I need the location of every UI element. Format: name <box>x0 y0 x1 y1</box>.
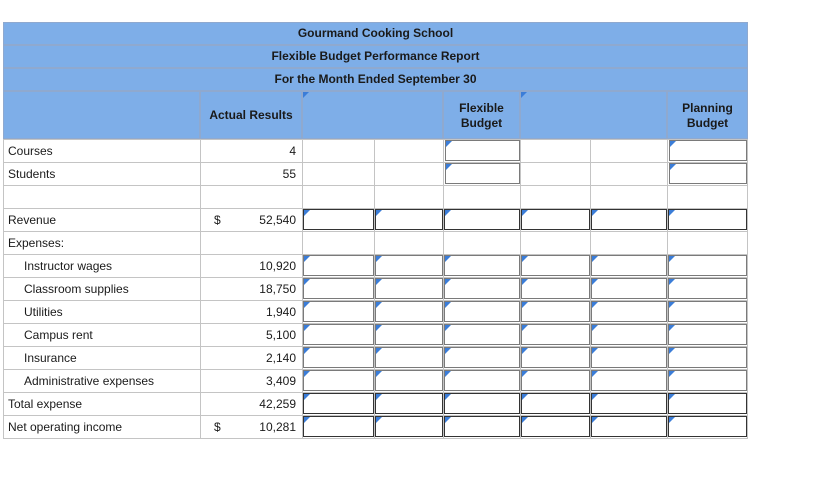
net-operating-income-label: Net operating income <box>8 420 123 434</box>
expense-administrative-label: Administrative expenses <box>24 374 155 388</box>
input-marker-icon <box>376 325 382 331</box>
input-marker-icon <box>522 325 528 331</box>
label-column-header <box>3 91 200 139</box>
utilities-planning-budget-input[interactable] <box>668 301 747 322</box>
input-marker-icon <box>376 210 382 216</box>
classroom-supplies-flexible-budget-input[interactable] <box>444 278 520 299</box>
instructor-wages-variance-1b-input[interactable] <box>375 255 443 276</box>
revenue-label: Revenue <box>8 213 57 227</box>
revenue-variance-2b-input[interactable] <box>591 209 667 230</box>
classroom-supplies-variance-2a-input[interactable] <box>521 278 590 299</box>
input-marker-icon <box>669 348 675 354</box>
input-marker-icon <box>522 256 528 262</box>
net-operating-income-flexible-budget-input[interactable] <box>444 416 520 437</box>
students-planning-input[interactable] <box>669 163 747 184</box>
input-marker-icon <box>669 302 675 308</box>
input-marker-icon <box>445 371 451 377</box>
input-marker-icon <box>304 371 310 377</box>
input-marker-icon <box>445 302 451 308</box>
total-expense-variance-1a-input[interactable] <box>303 393 374 414</box>
input-marker-icon <box>304 279 310 285</box>
total-expense-variance-2b-input[interactable] <box>591 393 667 414</box>
administrative-variance-2a-input[interactable] <box>521 370 590 391</box>
revenue-variance-2a-input[interactable] <box>521 209 590 230</box>
input-marker-icon <box>304 210 310 216</box>
input-marker-icon <box>669 394 675 400</box>
variance-header-1[interactable] <box>302 91 443 139</box>
input-marker-icon <box>670 164 676 170</box>
flexible-budget-header: Flexible Budget <box>443 91 520 139</box>
instructor-wages-variance-2a-input[interactable] <box>521 255 590 276</box>
input-marker-icon <box>376 279 382 285</box>
actual-results-header: Actual Results <box>200 91 302 139</box>
input-marker-icon <box>522 348 528 354</box>
students-actual: 55 <box>282 167 296 181</box>
net-operating-income-variance-1b-input[interactable] <box>375 416 443 437</box>
total-expense-label: Total expense <box>8 397 83 411</box>
instructor-wages-variance-2b-input[interactable] <box>591 255 667 276</box>
input-marker-icon <box>446 141 452 147</box>
revenue-variance-1a-input[interactable] <box>303 209 374 230</box>
input-marker-icon <box>592 256 598 262</box>
courses-actual: 4 <box>289 144 296 158</box>
expense-classroom-supplies-label: Classroom supplies <box>24 282 129 296</box>
input-marker-icon <box>669 371 675 377</box>
net-operating-income-variance-1a-input[interactable] <box>303 416 374 437</box>
input-marker-icon <box>669 256 675 262</box>
input-marker-icon <box>446 164 452 170</box>
expense-instructor-wages-actual: 10,920 <box>259 259 296 273</box>
expense-campus-rent-actual: 5,100 <box>265 328 296 342</box>
input-marker-icon <box>304 394 310 400</box>
input-marker-icon <box>592 279 598 285</box>
insurance-planning-budget-input[interactable] <box>668 347 747 368</box>
input-marker-icon <box>304 417 310 423</box>
utilities-flexible-budget-input[interactable] <box>444 301 520 322</box>
net-operating-income-variance-2a-input[interactable] <box>521 416 590 437</box>
input-marker-icon <box>445 210 451 216</box>
total-expense-variance-1b-input[interactable] <box>375 393 443 414</box>
revenue-currency: $ <box>214 213 221 227</box>
input-marker-icon <box>522 394 528 400</box>
input-marker-icon <box>592 325 598 331</box>
input-marker-icon <box>522 302 528 308</box>
campus-rent-flexible-budget-input[interactable] <box>444 324 520 345</box>
input-marker-icon <box>304 256 310 262</box>
expenses-label: Expenses: <box>8 236 65 250</box>
instructor-wages-planning-budget-input[interactable] <box>668 255 747 276</box>
input-marker-icon <box>592 394 598 400</box>
input-marker-icon <box>670 141 676 147</box>
revenue-variance-1b-input[interactable] <box>375 209 443 230</box>
input-marker-icon <box>522 417 528 423</box>
total-expense-actual: 42,259 <box>259 397 296 411</box>
campus-rent-variance-1a-input[interactable] <box>303 324 374 345</box>
classroom-supplies-variance-1a-input[interactable] <box>303 278 374 299</box>
input-marker-icon <box>304 348 310 354</box>
input-marker-icon <box>304 325 310 331</box>
insurance-variance-1a-input[interactable] <box>303 347 374 368</box>
net-operating-income-currency: $ <box>214 420 221 434</box>
input-marker-icon <box>522 371 528 377</box>
administrative-variance-1b-input[interactable] <box>375 370 443 391</box>
campus-rent-variance-2a-input[interactable] <box>521 324 590 345</box>
classroom-supplies-planning-budget-input[interactable] <box>668 278 747 299</box>
expense-classroom-supplies-actual: 18,750 <box>259 282 296 296</box>
insurance-variance-2b-input[interactable] <box>591 347 667 368</box>
input-marker-icon <box>376 256 382 262</box>
campus-rent-variance-1b-input[interactable] <box>375 324 443 345</box>
input-marker-icon <box>445 348 451 354</box>
input-marker-icon <box>669 417 675 423</box>
input-marker-icon <box>521 92 527 98</box>
administrative-variance-1a-input[interactable] <box>303 370 374 391</box>
input-marker-icon <box>376 417 382 423</box>
planning-budget-header: Planning Budget <box>667 91 748 139</box>
courses-planning-input[interactable] <box>669 140 747 161</box>
input-marker-icon <box>445 256 451 262</box>
expense-instructor-wages-label: Instructor wages <box>24 259 113 273</box>
input-marker-icon <box>669 210 675 216</box>
utilities-variance-1a-input[interactable] <box>303 301 374 322</box>
total-expense-flexible-budget-input[interactable] <box>444 393 520 414</box>
insurance-variance-1b-input[interactable] <box>375 347 443 368</box>
input-marker-icon <box>304 302 310 308</box>
input-marker-icon <box>522 279 528 285</box>
administrative-planning-budget-input[interactable] <box>668 370 747 391</box>
input-marker-icon <box>592 348 598 354</box>
administrative-flexible-budget-input[interactable] <box>444 370 520 391</box>
input-marker-icon <box>445 325 451 331</box>
input-marker-icon <box>376 371 382 377</box>
utilities-variance-2b-input[interactable] <box>591 301 667 322</box>
campus-rent-variance-2b-input[interactable] <box>591 324 667 345</box>
expense-insurance-actual: 2,140 <box>265 351 296 365</box>
expense-campus-rent-label: Campus rent <box>24 328 93 342</box>
students-label: Students <box>8 167 56 181</box>
input-marker-icon <box>445 417 451 423</box>
students-flexible-input[interactable] <box>445 163 520 184</box>
instructor-wages-variance-1a-input[interactable] <box>303 255 374 276</box>
expense-administrative-actual: 3,409 <box>265 374 296 388</box>
courses-label: Courses <box>8 144 53 158</box>
classroom-supplies-variance-1b-input[interactable] <box>375 278 443 299</box>
revenue-actual: 52,540 <box>259 213 296 227</box>
input-marker-icon <box>445 279 451 285</box>
utilities-variance-1b-input[interactable] <box>375 301 443 322</box>
insurance-flexible-budget-input[interactable] <box>444 347 520 368</box>
classroom-supplies-variance-2b-input[interactable] <box>591 278 667 299</box>
input-marker-icon <box>592 417 598 423</box>
revenue-flexible-budget-input[interactable] <box>444 209 520 230</box>
input-marker-icon <box>669 279 675 285</box>
revenue-planning-budget-input[interactable] <box>668 209 747 230</box>
total-expense-variance-2a-input[interactable] <box>521 393 590 414</box>
input-marker-icon <box>376 394 382 400</box>
report-title: Flexible Budget Performance Report <box>3 45 748 68</box>
total-expense-planning-budget-input[interactable] <box>668 393 747 414</box>
input-marker-icon <box>376 348 382 354</box>
input-marker-icon <box>592 302 598 308</box>
utilities-variance-2a-input[interactable] <box>521 301 590 322</box>
net-operating-income-variance-2b-input[interactable] <box>591 416 667 437</box>
input-marker-icon <box>592 210 598 216</box>
input-marker-icon <box>303 92 309 98</box>
net-operating-income-planning-budget-input[interactable] <box>668 416 747 437</box>
insurance-variance-2a-input[interactable] <box>521 347 590 368</box>
net-operating-income-actual: 10,281 <box>259 420 296 434</box>
administrative-variance-2b-input[interactable] <box>591 370 667 391</box>
instructor-wages-flexible-budget-input[interactable] <box>444 255 520 276</box>
input-marker-icon <box>522 210 528 216</box>
campus-rent-planning-budget-input[interactable] <box>668 324 747 345</box>
expense-utilities-actual: 1,940 <box>265 305 296 319</box>
input-marker-icon <box>592 371 598 377</box>
input-marker-icon <box>669 325 675 331</box>
input-marker-icon <box>376 302 382 308</box>
expense-utilities-label: Utilities <box>24 305 63 319</box>
expense-insurance-label: Insurance <box>24 351 77 365</box>
report-period: For the Month Ended September 30 <box>3 68 748 91</box>
courses-flexible-input[interactable] <box>445 140 520 161</box>
input-marker-icon <box>445 394 451 400</box>
report-company: Gourmand Cooking School <box>3 22 748 45</box>
variance-header-2[interactable] <box>520 91 667 139</box>
